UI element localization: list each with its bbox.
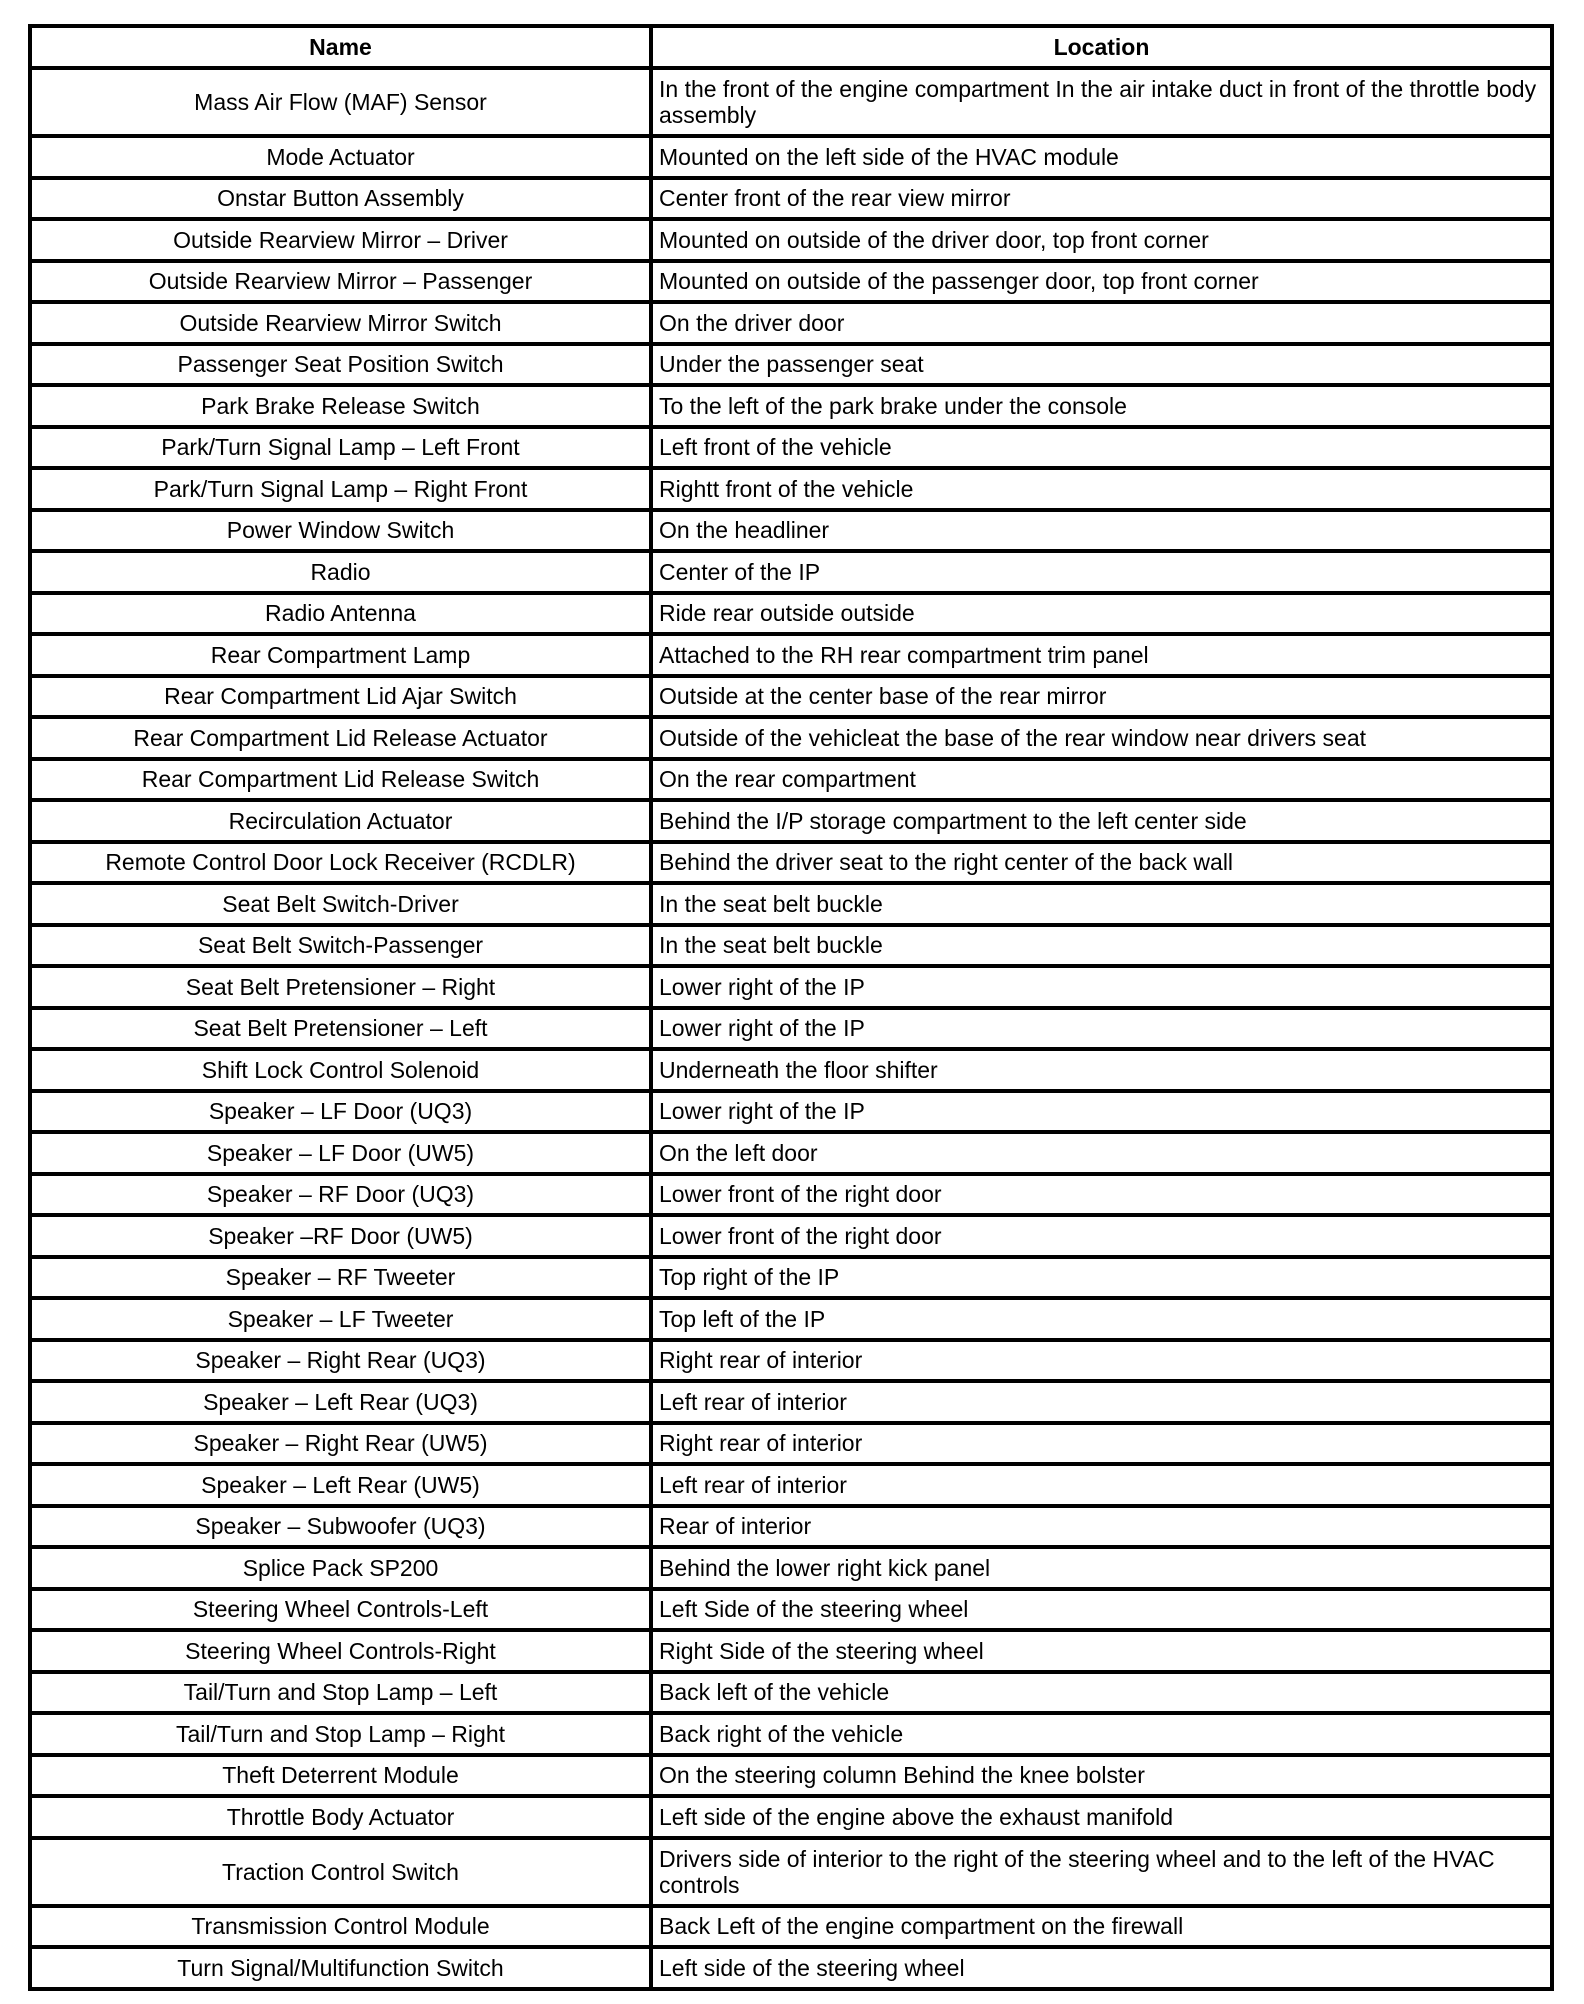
row-name-cell: Speaker – RF Door (UQ3) — [30, 1174, 651, 1216]
table-row — [30, 883, 1552, 925]
row-name-cell: Speaker – Right Rear (UW5) — [30, 1423, 651, 1465]
table-row — [30, 302, 1552, 344]
row-name-cell: Remote Control Door Lock Receiver (RCDLR) — [30, 842, 651, 884]
row-location-cell: Rightt front of the vehicle — [651, 468, 1552, 510]
table-row — [30, 1506, 1552, 1548]
row-name-cell: Shift Lock Control Solenoid — [30, 1049, 651, 1091]
table-row — [30, 1713, 1552, 1755]
table-row — [30, 842, 1552, 884]
row-location-cell: Left side of the steering wheel — [651, 1947, 1552, 1989]
table-row — [30, 593, 1552, 635]
row-location-cell: Back left of the vehicle — [651, 1672, 1552, 1714]
row-location-cell: Mounted on outside of the driver door, top front corner — [651, 219, 1552, 261]
row-name-cell: Seat Belt Switch-Driver — [30, 883, 651, 925]
table-row — [30, 800, 1552, 842]
row-location-cell: Lower right of the IP — [651, 1091, 1552, 1133]
table-row — [30, 1215, 1552, 1257]
row-location-cell: Left side of the engine above the exhaust manifold — [651, 1796, 1552, 1838]
row-location-cell: Lower right of the IP — [651, 966, 1552, 1008]
row-name-cell: Rear Compartment Lid Release Actuator — [30, 717, 651, 759]
row-name-cell: Park/Turn Signal Lamp – Right Front — [30, 468, 651, 510]
row-location-cell: Back Left of the engine compartment on the firewall — [651, 1906, 1552, 1948]
table-row — [30, 344, 1552, 386]
table-body — [30, 68, 1552, 1989]
row-name-cell: Onstar Button Assembly — [30, 178, 651, 220]
row-location-cell: Attached to the RH rear compartment trim panel — [651, 634, 1552, 676]
table-row — [30, 468, 1552, 510]
row-location-cell: To the left of the park brake under the console — [651, 385, 1552, 427]
table-row — [30, 925, 1552, 967]
row-location-cell: Outside at the center base of the rear mirror — [651, 676, 1552, 718]
table-row — [30, 759, 1552, 801]
row-location-cell: Behind the driver seat to the right center of the back wall — [651, 842, 1552, 884]
header-row — [30, 26, 1552, 68]
row-name-cell: Transmission Control Module — [30, 1906, 651, 1948]
row-location-cell: Left front of the vehicle — [651, 427, 1552, 469]
row-location-cell: On the rear compartment — [651, 759, 1552, 801]
table-row — [30, 1174, 1552, 1216]
header-location: Location — [651, 26, 1552, 68]
row-location-cell: Rear of interior — [651, 1506, 1552, 1548]
row-name-cell: Power Window Switch — [30, 510, 651, 552]
row-name-cell: Speaker – LF Door (UQ3) — [30, 1091, 651, 1133]
row-location-cell: Right Side of the steering wheel — [651, 1630, 1552, 1672]
table-row — [30, 219, 1552, 261]
table-row — [30, 1589, 1552, 1631]
row-location-cell: On the driver door — [651, 302, 1552, 344]
table-row — [30, 551, 1552, 593]
row-name-cell: Outside Rearview Mirror – Driver — [30, 219, 651, 261]
row-name-cell: Park/Turn Signal Lamp – Left Front — [30, 427, 651, 469]
table-row — [30, 1340, 1552, 1382]
row-location-cell: On the left door — [651, 1132, 1552, 1174]
row-name-cell: Mode Actuator — [30, 136, 651, 178]
row-name-cell: Speaker – LF Tweeter — [30, 1298, 651, 1340]
table-row — [30, 1547, 1552, 1589]
table-row — [30, 385, 1552, 427]
header-name: Name — [30, 26, 651, 68]
row-name-cell: Theft Deterrent Module — [30, 1755, 651, 1797]
row-location-cell: Ride rear outside outside — [651, 593, 1552, 635]
table-row — [30, 136, 1552, 178]
table-row — [30, 1423, 1552, 1465]
table-row — [30, 1672, 1552, 1714]
table-row — [30, 427, 1552, 469]
table-row — [30, 1049, 1552, 1091]
row-location-cell: Lower front of the right door — [651, 1215, 1552, 1257]
row-location-cell: Mounted on the left side of the HVAC module — [651, 136, 1552, 178]
row-name-cell: Steering Wheel Controls-Left — [30, 1589, 651, 1631]
row-location-cell: Behind the I/P storage compartment to the left center side — [651, 800, 1552, 842]
table-row — [30, 1132, 1552, 1174]
row-location-cell: Outside of the vehicleat the base of the rear window near drivers seat — [651, 717, 1552, 759]
row-name-cell: Throttle Body Actuator — [30, 1796, 651, 1838]
row-name-cell: Speaker – LF Door (UW5) — [30, 1132, 651, 1174]
row-name-cell: Seat Belt Pretensioner – Left — [30, 1008, 651, 1050]
table-row — [30, 1008, 1552, 1050]
row-name-cell: Radio — [30, 551, 651, 593]
row-name-cell: Speaker – Subwoofer (UQ3) — [30, 1506, 651, 1548]
table-row — [30, 510, 1552, 552]
row-location-cell: In the seat belt buckle — [651, 925, 1552, 967]
row-location-cell: In the front of the engine compartment In the air intake duct in front of the throttle body assembly — [651, 68, 1552, 136]
table-row — [30, 1838, 1552, 1906]
table-row — [30, 1796, 1552, 1838]
table-row — [30, 717, 1552, 759]
table-row — [30, 1381, 1552, 1423]
row-location-cell: Back right of the vehicle — [651, 1713, 1552, 1755]
row-name-cell: Rear Compartment Lid Ajar Switch — [30, 676, 651, 718]
table-row — [30, 261, 1552, 303]
row-location-cell: Center front of the rear view mirror — [651, 178, 1552, 220]
row-name-cell: Outside Rearview Mirror – Passenger — [30, 261, 651, 303]
row-name-cell: Tail/Turn and Stop Lamp – Left — [30, 1672, 651, 1714]
row-name-cell: Mass Air Flow (MAF) Sensor — [30, 68, 651, 136]
table-row — [30, 1257, 1552, 1299]
row-location-cell: Left rear of interior — [651, 1464, 1552, 1506]
row-location-cell: Underneath the floor shifter — [651, 1049, 1552, 1091]
row-location-cell: Mounted on outside of the passenger door, top front corner — [651, 261, 1552, 303]
row-name-cell: Traction Control Switch — [30, 1838, 651, 1906]
row-location-cell: On the steering column Behind the knee bolster — [651, 1755, 1552, 1797]
row-name-cell: Speaker – Left Rear (UQ3) — [30, 1381, 651, 1423]
table-row — [30, 634, 1552, 676]
row-name-cell: Radio Antenna — [30, 593, 651, 635]
table-row — [30, 1906, 1552, 1948]
row-name-cell: Splice Pack SP200 — [30, 1547, 651, 1589]
table-row — [30, 1298, 1552, 1340]
table-row — [30, 1630, 1552, 1672]
row-location-cell: Right rear of interior — [651, 1340, 1552, 1382]
row-name-cell: Speaker –RF Door (UW5) — [30, 1215, 651, 1257]
table-row — [30, 1091, 1552, 1133]
table-row — [30, 676, 1552, 718]
row-location-cell: In the seat belt buckle — [651, 883, 1552, 925]
row-name-cell: Speaker – Right Rear (UQ3) — [30, 1340, 651, 1382]
row-location-cell: Left rear of interior — [651, 1381, 1552, 1423]
row-location-cell: Left Side of the steering wheel — [651, 1589, 1552, 1631]
row-location-cell: Under the passenger seat — [651, 344, 1552, 386]
row-name-cell: Turn Signal/Multifunction Switch — [30, 1947, 651, 1989]
table-row — [30, 1464, 1552, 1506]
row-name-cell: Steering Wheel Controls-Right — [30, 1630, 651, 1672]
row-name-cell: Speaker – Left Rear (UW5) — [30, 1464, 651, 1506]
row-location-cell: On the headliner — [651, 510, 1552, 552]
row-location-cell: Behind the lower right kick panel — [651, 1547, 1552, 1589]
table-row — [30, 1755, 1552, 1797]
table-row — [30, 1947, 1552, 1989]
row-name-cell: Passenger Seat Position Switch — [30, 344, 651, 386]
row-name-cell: Tail/Turn and Stop Lamp – Right — [30, 1713, 651, 1755]
row-location-cell: Top left of the IP — [651, 1298, 1552, 1340]
row-location-cell: Center of the IP — [651, 551, 1552, 593]
row-name-cell: Park Brake Release Switch — [30, 385, 651, 427]
row-location-cell: Drivers side of interior to the right of the steering wheel and to the left of the HVAC controls — [651, 1838, 1552, 1906]
row-location-cell: Lower front of the right door — [651, 1174, 1552, 1216]
row-location-cell: Right rear of interior — [651, 1423, 1552, 1465]
row-name-cell: Speaker – RF Tweeter — [30, 1257, 651, 1299]
row-name-cell: Seat Belt Switch-Passenger — [30, 925, 651, 967]
row-name-cell: Recirculation Actuator — [30, 800, 651, 842]
row-location-cell: Top right of the IP — [651, 1257, 1552, 1299]
table-row — [30, 966, 1552, 1008]
row-name-cell: Rear Compartment Lid Release Switch — [30, 759, 651, 801]
component-location-table — [28, 24, 1554, 1991]
row-location-cell: Lower right of the IP — [651, 1008, 1552, 1050]
table-row — [30, 178, 1552, 220]
row-name-cell: Rear Compartment Lamp — [30, 634, 651, 676]
row-name-cell: Outside Rearview Mirror Switch — [30, 302, 651, 344]
table-row — [30, 68, 1552, 136]
row-name-cell: Seat Belt Pretensioner – Right — [30, 966, 651, 1008]
